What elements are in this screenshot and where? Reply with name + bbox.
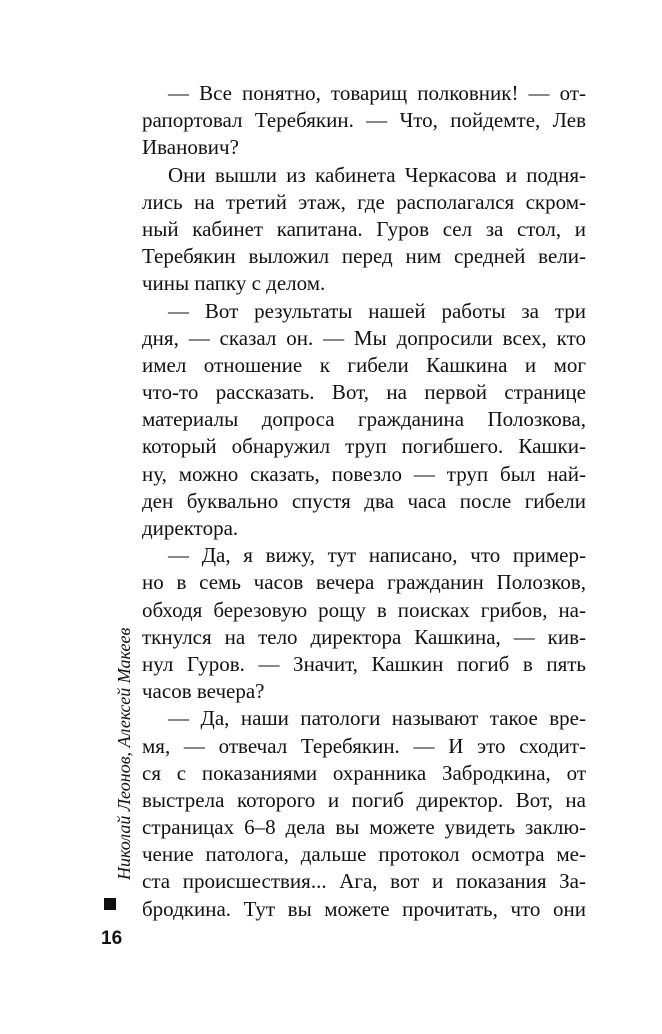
text-line: чины папку с делом. <box>142 271 326 296</box>
text-line: что-то рассказать. Вот, на первой странице <box>142 380 586 405</box>
text-line: который обнаружил труп погибшего. Кашки- <box>142 434 586 459</box>
text-line: материалы допроса гражданина Полозкова, <box>142 407 586 432</box>
text-line: Иванович? <box>142 135 239 160</box>
text-line: рапортовал Теребякин. — Что, пойдемте, Лев <box>142 108 586 133</box>
text-line: лись на третий этаж, где располагался скром- <box>142 189 586 214</box>
text-line: — Вот результаты нашей работы за три <box>168 298 586 323</box>
text-line: ста происшествия... Ага, вот и показания За- <box>142 869 586 894</box>
author-running-head: Николай Леонов, Алексей Макеев <box>114 627 134 880</box>
text-line: — Да, наши патологи называют такое вре- <box>168 706 586 731</box>
text-line: выстрела которого и погиб директор. Вот, на <box>142 787 586 812</box>
text-line: ден буквально спустя два часа после гибели <box>142 488 586 513</box>
text-line: Они вышли из кабинета Черкасова и подня- <box>168 162 586 187</box>
text-line: страницах 6–8 дела вы можете увидеть заклю- <box>142 815 586 840</box>
page-number: 16 <box>101 928 123 949</box>
text-line: — Да, я вижу, тут написано, что пример- <box>168 543 586 568</box>
text-line: — Все понятно, товарищ полковник! — от- <box>168 81 586 105</box>
text-line: обходя березовую рощу в поисках грибов, на- <box>142 597 586 622</box>
text-line: ный кабинет капитана. Гуров сел за стол, и <box>142 216 586 241</box>
text-line: имел отношение к гибели Кашкина и мог <box>142 352 586 377</box>
body-text <box>142 80 586 923</box>
text-line: дня, — сказал он. — Мы допросили всех, кто <box>142 325 586 350</box>
text-line: бродкина. Тут вы можете прочитать, что они <box>142 896 586 921</box>
text-line: директора. <box>142 516 239 540</box>
text-line: ся с показаниями охранника Забродкина, от <box>142 760 586 785</box>
text-line: ну, можно сказать, повезло — труп был най- <box>142 461 586 486</box>
text-line: ткнулся на тело директора Кашкина, — кив- <box>142 624 586 649</box>
square-marker-icon <box>104 898 116 910</box>
text-line: часов вечера? <box>142 679 265 704</box>
text-line: Теребякин выложил перед ним средней вели- <box>142 244 586 269</box>
text-line: чение патолога, дальше протокол осмотра ме- <box>142 842 586 867</box>
text-line: мя, — отвечал Теребякин. — И это сходит- <box>142 733 586 758</box>
text-line: но в семь часов вечера гражданин Полозков, <box>142 570 586 595</box>
text-line: нул Гуров. — Значит, Кашкин погиб в пять <box>142 651 586 676</box>
